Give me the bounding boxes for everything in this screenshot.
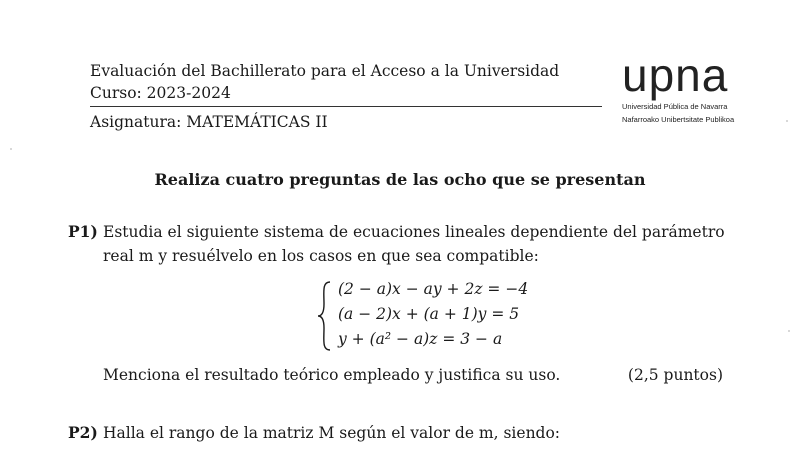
header-line-1: Evaluación del Bachillerato para el Acceso a la Universidad	[90, 62, 560, 80]
instruction-heading: Realiza cuatro preguntas de las ocho que se presentan	[154, 170, 646, 189]
header-rule	[90, 106, 602, 107]
problem-2-label: P2)	[68, 423, 98, 442]
header-line-2: Curso: 2023-2024	[90, 84, 231, 102]
scan-speck	[788, 330, 790, 332]
equation-2: (a − 2)x + (a + 1)y = 5	[338, 305, 520, 323]
problem-1-mention: Menciona el resultado teórico empleado y justifica su uso.	[103, 366, 561, 384]
problem-1-label: P1)	[68, 222, 98, 241]
logo-word: upna	[622, 49, 729, 101]
header-line-3: Asignatura: MATEMÁTICAS II	[90, 113, 328, 131]
problem-1-text: Estudia el siguiente sistema de ecuaciones lineales dependiente del parámetro real m y resuélvelo en los casos en que sea compatible:	[103, 223, 725, 265]
problem-2	[68, 421, 728, 445]
logo-subtitle-1: Universidad Pública de Navarra	[622, 102, 728, 111]
upna-logo	[622, 49, 742, 124]
problem-2-text: Halla el rango de la matriz M según el valor de m, siendo:	[103, 424, 561, 442]
scan-speck	[786, 120, 788, 122]
scan-speck	[10, 148, 12, 150]
equation-system	[316, 280, 536, 352]
logo-subtitle-2: Nafarroako Unibertsitate Publikoa	[622, 115, 735, 124]
problem-1-points: (2,5 puntos)	[627, 366, 723, 384]
exam-header	[90, 60, 602, 133]
problem-1	[68, 220, 728, 268]
equation-1: (2 − a)x − ay + 2z = −4	[338, 280, 529, 298]
left-brace-icon	[316, 280, 332, 352]
equation-3: y + (a² − a)z = 3 − a	[338, 330, 503, 348]
